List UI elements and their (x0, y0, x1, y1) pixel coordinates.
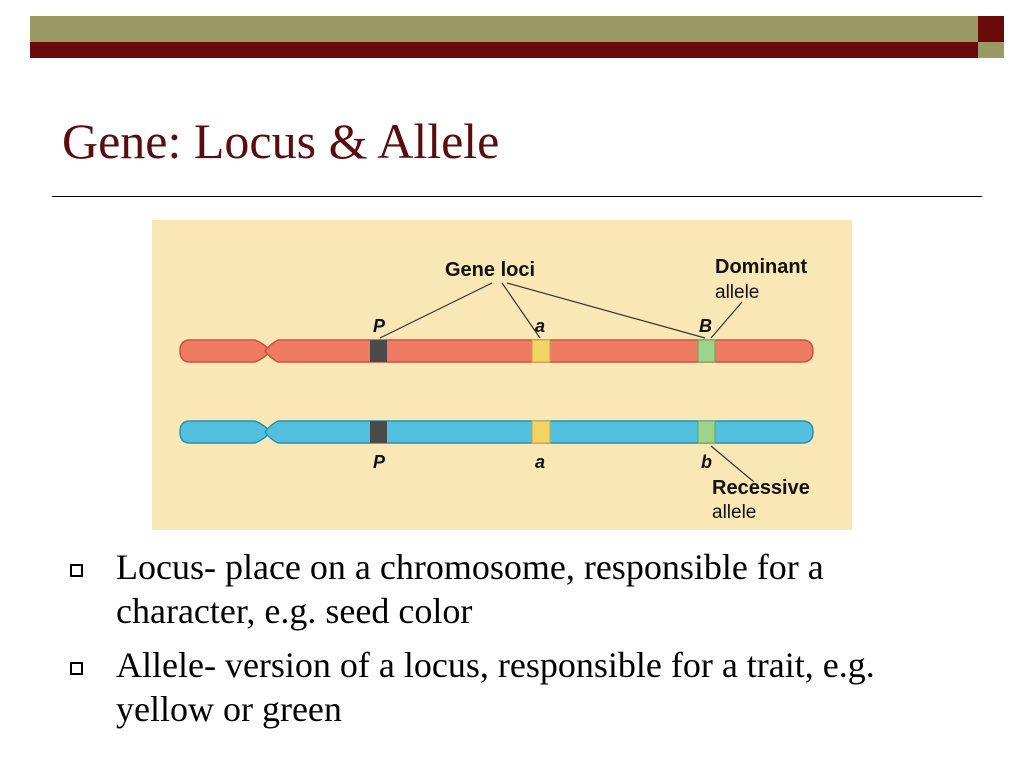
slide-title: Gene: Locus & Allele (62, 113, 500, 169)
dominant-sub-label: allele (715, 282, 760, 303)
locus-label-a-bottom: a (535, 452, 546, 472)
bullet-item (62, 545, 962, 633)
square-bullet-icon (70, 564, 83, 577)
dominant-label: Dominant (715, 256, 808, 278)
top-decor-bar-olive (30, 16, 978, 42)
chromosome-top (180, 340, 813, 362)
locus-label-b-top: B (699, 316, 712, 336)
corner-decor-square (978, 16, 1004, 42)
recessive-sub-label: allele (712, 502, 757, 523)
chromosome-diagram (152, 220, 852, 530)
locus-label-p-top: P (373, 316, 386, 336)
title-divider (52, 196, 982, 197)
chromosome-bottom (180, 421, 813, 443)
locus-band-p-top (370, 340, 387, 362)
bullet-list (62, 545, 962, 741)
locus-band-p-bottom (370, 421, 387, 443)
locus-band-a-bottom (532, 421, 550, 443)
locus-band-b-bottom (698, 421, 715, 443)
bullet-text: Locus- place on a chromosome, responsible for a character, e.g. seed color (116, 547, 824, 631)
locus-band-b-top (698, 340, 715, 362)
locus-band-a-top (532, 340, 550, 362)
locus-label-p-bottom: P (373, 452, 386, 472)
locus-label-b-bottom: b (701, 452, 712, 472)
top-decor-bar-maroon (30, 42, 978, 58)
locus-label-a-top: a (535, 316, 546, 336)
square-bullet-icon (70, 662, 83, 675)
bullet-item (62, 643, 962, 731)
recessive-label: Recessive (712, 477, 810, 499)
corner-decor-square-2 (978, 42, 1004, 58)
bullet-text: Allele- version of a locus, responsible for a trait, e.g. yellow or green (116, 645, 875, 729)
gene-loci-label: Gene loci (445, 259, 536, 281)
